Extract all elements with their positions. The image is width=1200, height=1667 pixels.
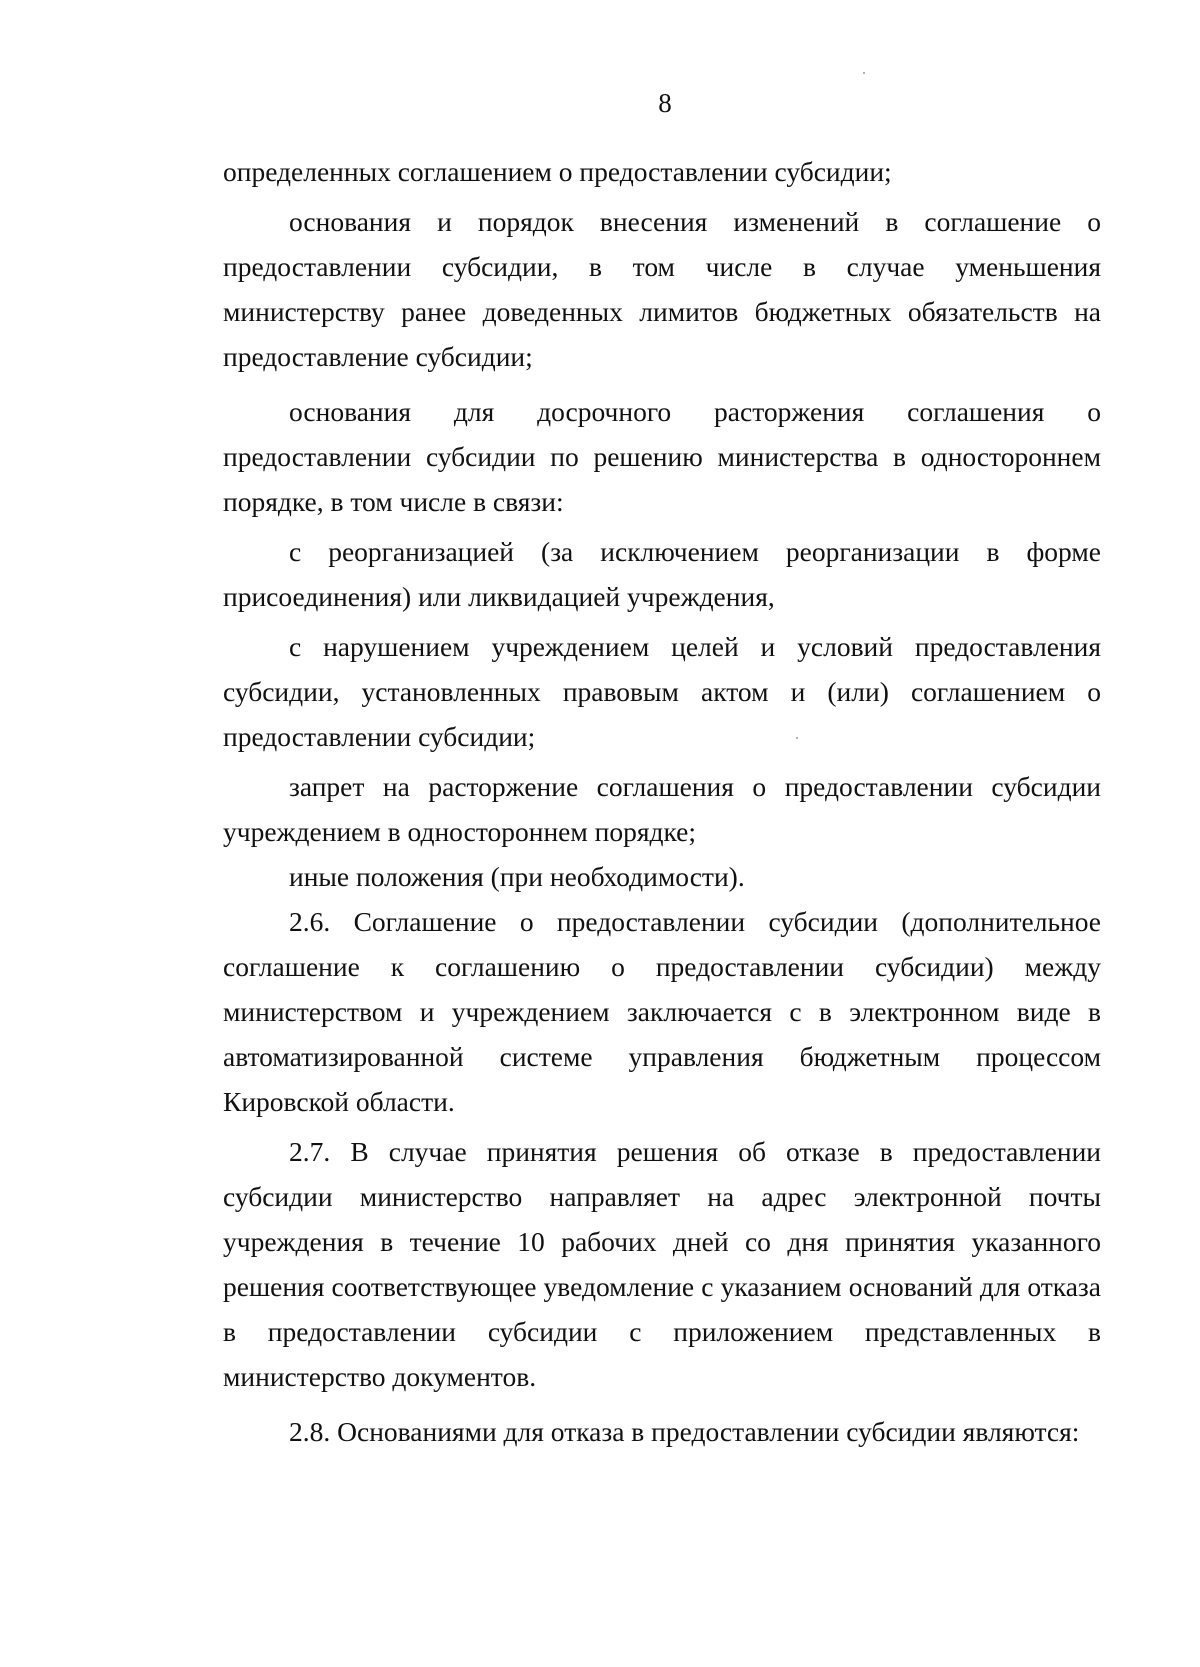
paragraph-clause-2-6: 2.6. Соглашение о предоставлении субсидии (дополнительное соглашение к соглашению о предоставлении субсидии) между министерством и учреждением заключается с в электронном виде в автоматизированной системе управления бюджетным процессом Кировской области.	[223, 906, 1101, 1117]
document-body	[223, 149, 1101, 1454]
scan-speck	[796, 737, 798, 739]
paragraph-clause-2-7: 2.7. В случае принятия решения об отказе в предоставлении субсидии министерство направляет на адрес электронной почты учреждения в течение 10 рабочих дней со дня принятия указанного решения соответствующее уведомление с указанием оснований для отказа в предоставлении субсидии с приложением представленных в министерство документов.	[223, 1136, 1101, 1392]
scan-speck	[863, 72, 865, 74]
paragraph-reorganization: с реорганизацией (за исключением реорганизации в форме присоединения) или ликвидацией учреждения,	[223, 536, 1101, 612]
paragraph-termination-grounds: основания для досрочного расторжения соглашения о предоставлении субсидии по решению министерства в одностороннем порядке, в том числе в связи:	[223, 396, 1101, 517]
paragraph-clause-2-8: 2.8. Основаниями для отказа в предоставлении субсидии являются:	[289, 1416, 1080, 1447]
paragraph-amendment-grounds: основания и порядок внесения изменений в соглашение о предоставлении субсидии, в том числе в случае уменьшения министерству ранее доведенных лимитов бюджетных обязательств на предоставление субсидии;	[223, 206, 1101, 372]
paragraph-violation: с нарушением учреждением целей и условий предоставления субсидии, установленных правовым актом и (или) соглашением о предоставлении субсидии;	[223, 631, 1101, 752]
paragraph-other-provisions: иные положения (при необходимости).	[289, 861, 745, 892]
paragraph-continuation: определенных соглашением о предоставлении субсидии;	[223, 156, 892, 187]
paragraph-termination-ban: запрет на расторжение соглашения о предоставлении субсидии учреждением в одностороннем порядке;	[223, 771, 1101, 847]
page-number: 8	[658, 88, 672, 118]
